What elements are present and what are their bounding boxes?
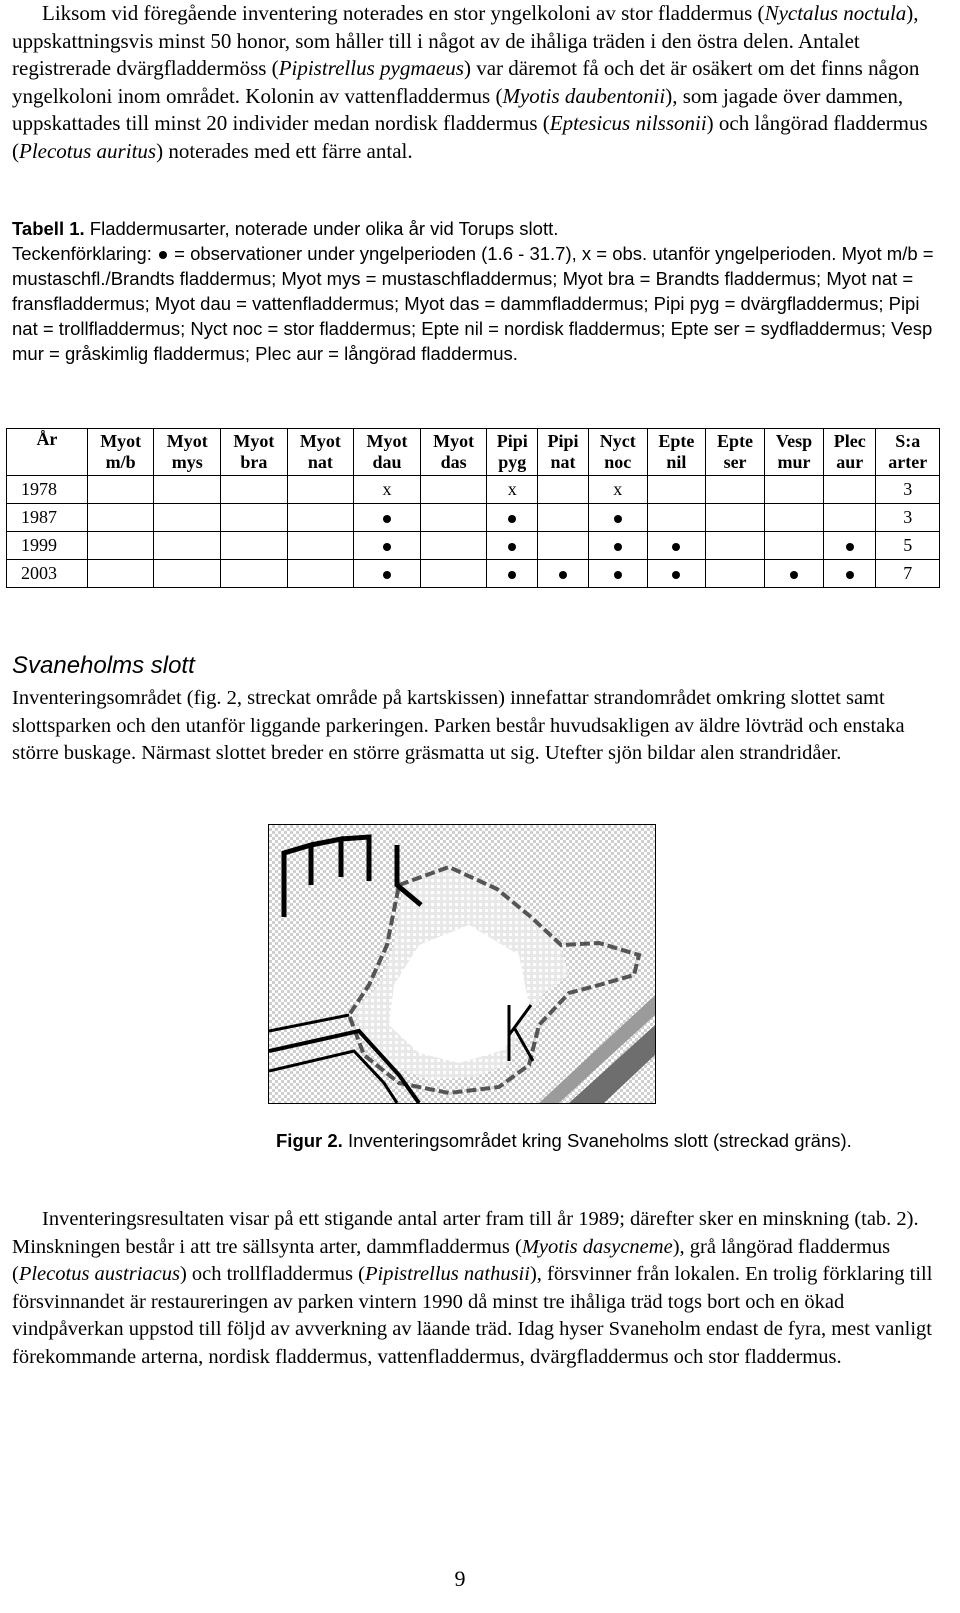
table-cell [706,476,765,504]
figure-caption [276,1128,916,1153]
column-header-line: År [36,429,58,449]
results-text: ) och trollfladdermus ( [179,1263,365,1285]
column-header [7,429,88,476]
table-cell [647,560,706,588]
table-cell [420,532,487,560]
column-header-line: Myot [433,431,475,451]
column-header [420,429,487,476]
table-cell [287,476,354,504]
column-header [706,429,765,476]
column-header-line: Vesp [775,431,813,451]
column-header-line: pyg [498,452,527,472]
figure-text: Inventeringsområdet kring Svaneholms slott (streckad gräns). [342,1130,852,1151]
table-cell [87,476,154,504]
column-header-line: nat [550,452,576,472]
total-cell: 3 [876,476,940,504]
column-header-line: Plec [833,431,866,451]
column-header-line: Nyct [599,431,636,451]
table-caption-label: Tabell 1. [12,218,85,239]
legend-prefix: Teckenförklaring: [12,243,157,264]
map-sketch [268,824,656,1104]
table-cell [420,560,487,588]
total-cell: 7 [876,560,940,588]
column-header-line: aur [836,452,864,472]
column-header-line: Myot [233,431,275,451]
table-cell [764,532,823,560]
table-cell [824,560,876,588]
table-cell [588,532,647,560]
column-header [87,429,154,476]
table-cell [824,532,876,560]
intro-paragraph [12,0,942,165]
table-cell [538,532,589,560]
species-name: Plecotus austriacus [18,1263,180,1285]
column-header-line: Pipi [496,431,528,451]
results-text: ), grå långörad fladdermus ( [12,1235,891,1285]
table-cell [87,532,154,560]
table-cell: x [354,476,421,504]
observation-dot-icon [508,571,516,579]
table-cell [647,476,706,504]
column-header-line: m/b [105,452,136,472]
table-cell [221,532,288,560]
observation-dot-icon [790,571,798,579]
column-header [154,429,221,476]
table-row [7,476,940,504]
column-header [764,429,823,476]
column-header [487,429,538,476]
intro-text: Liksom vid föregående inventering noterades en stor yngelkoloni av stor fladdermus ( [42,1,765,25]
table-cell [824,476,876,504]
table-cell [487,532,538,560]
table-cell [154,476,221,504]
section-body: Inventeringsområdet (fig. 2, streckat område på kartskissen) innefattar strandområdet omkring slottet samt slottsparken och den utanför liggande parkeringen. Parken består huvudsakligen av äldre lövträd och enstaka större buskage. Närmast slottet breder en större gräsmatta ut sig. Utefter sjön bildar alen strandridåer. [12,687,905,764]
table-cell [588,504,647,532]
table-cell: x [588,476,647,504]
column-header [588,429,647,476]
figure-label: Figur 2. [276,1130,343,1151]
table-cell [287,532,354,560]
table-cell [354,504,421,532]
results-text: Inventeringsresultaten visar på ett stigande antal arter fram till år 1989; därefter sker en minskning (tab. 2). Minskningen består i att tre sällsynta arter, dammfladdermus ( [12,1208,919,1258]
table-cell [706,560,765,588]
table-cell [764,560,823,588]
species-name: Plecotus auritus [19,138,157,163]
table-cell [764,504,823,532]
table-cell [154,504,221,532]
column-header-line: nat [307,452,333,472]
observation-dot-icon [614,515,622,523]
map-image [269,825,655,1103]
column-header-line: dau [372,452,402,472]
observation-dot-icon [508,515,516,523]
dot-symbol-icon [159,251,167,259]
column-header [876,429,940,476]
table-cell [647,504,706,532]
table-cell: x [487,476,538,504]
column-header-line: Pipi [547,431,579,451]
column-header-line: nil [666,452,687,472]
table-cell [154,560,221,588]
table-cell [87,504,154,532]
column-header-line: ser [723,452,747,472]
column-header [287,429,354,476]
table-cell [647,532,706,560]
column-header-line: mur [777,452,811,472]
column-header-line: arter [888,452,928,472]
observation-dot-icon [559,571,567,579]
table-cell [706,504,765,532]
species-name: Myotis dasycneme [521,1235,673,1258]
column-header [824,429,876,476]
table-cell [487,560,538,588]
table-row [7,532,940,560]
observation-dot-icon [846,543,854,551]
table-cell [824,504,876,532]
intro-text: ) var däremot få och det är osäkert om det finns någon yngelkoloni inom området. Kolonin av vattenfladdermus ( [12,56,920,108]
table-row [7,560,940,588]
column-header-line: das [440,452,467,472]
table-cell [221,476,288,504]
year-cell: 1987 [7,504,88,532]
table-cell [487,504,538,532]
total-cell: 5 [876,532,940,560]
column-header [647,429,706,476]
bat-species-table [6,428,940,588]
observation-dot-icon [672,571,680,579]
column-header-line: Myot [100,431,142,451]
table-cell [420,476,487,504]
results-text: ), försvinner från lokalen. En trolig förklaring till försvinnandet är restaureringen av parken vintern 1990 då minst tre ihåliga träd togs bort och en ökad vindpåverkan uppstod till följd av avverkning av läande träd. Idag hyser Svaneholm endast de fyra, mest vanligt förekommande arterna, nordisk fladdermus, vattenfladdermus, dvärgfladdermus och stor fladdermus. [12,1263,933,1368]
observation-dot-icon [383,571,391,579]
table-cell [706,532,765,560]
column-header-line: Myot [366,431,408,451]
observation-dot-icon [614,543,622,551]
species-name: Nyctalus noctula [764,1,907,25]
observation-dot-icon [508,543,516,551]
table-caption [12,216,942,366]
observation-dot-icon [672,543,680,551]
column-header-line: bra [240,452,268,472]
species-name: Eptesicus nilssonii [549,111,707,135]
year-cell: 2003 [7,560,88,588]
table-cell [87,560,154,588]
species-name: Myotis daubentonii [502,83,666,108]
species-name: Pipistrellus nathusii [364,1263,530,1285]
table-header-row [7,429,940,476]
section-title: Svaneholms slott [12,652,195,679]
table-cell [538,476,589,504]
page-number: 9 [454,1566,466,1591]
intro-text: ) noterades med ett färre antal. [156,138,413,163]
observation-dot-icon [383,543,391,551]
year-cell: 1978 [7,476,88,504]
column-header-line: mys [171,452,203,472]
species-name: Pipistrellus pygmaeus [278,56,464,80]
observation-dot-icon [383,515,391,523]
intro-text: ), som jagade över dammen, uppskattades till minst 20 individer medan nordisk fladdermus ( [12,83,904,135]
year-cell: 1999 [7,532,88,560]
column-header [538,429,589,476]
column-header-line: noc [604,452,632,472]
observation-dot-icon [614,571,622,579]
table-cell [287,560,354,588]
table-cell [588,560,647,588]
table-cell [154,532,221,560]
table-caption-text: Fladdermusarter, noterade under olika år vid Torups slott. [84,218,559,239]
column-header-line: Myot [166,431,208,451]
column-header [221,429,288,476]
observation-dot-icon [846,571,854,579]
table-cell [287,504,354,532]
column-header [354,429,421,476]
table-cell [764,476,823,504]
table-cell [354,532,421,560]
table-row [7,504,940,532]
column-header-line: Epte [658,431,695,451]
column-header-line: S:a [895,431,921,451]
table-body [7,476,940,588]
column-header-line: Epte [717,431,754,451]
table-cell [221,504,288,532]
legend-text: = observationer under yngelperioden (1.6 - 31.7), x = obs. utanför yngelperioden. Myot m/b = mustaschfl./Brandts fladdermus; Myot mys = mustaschfladdermus; Myot bra = Brandts fladdermus; Myot nat = fransfladdermus; Myot dau = vattenfladdermus; Myot das = dammfladdermus; Pipi pyg = dvärgfladdermus; Pipi nat = trollfladdermus; Nyct noc = stor fladdermus; Epte nil = nordisk fladdermus; Epte ser = sydfladdermus; Vesp mur = gråskimlig fladdermus; Plec aur = långörad fladdermus. [12,243,934,364]
table-cell [538,560,589,588]
total-cell: 3 [876,504,940,532]
intro-text: ) och långörad fladdermus ( [12,111,928,163]
column-header-line: Myot [299,431,341,451]
table-cell [221,560,288,588]
intro-text: ), uppskattningsvis minst 50 honor, som håller till i något av de ihåliga träden i den östra delen. Antalet registrerade dvärgfladdermöss ( [12,1,919,80]
table-cell [420,504,487,532]
table-cell [538,504,589,532]
results-paragraph [12,1206,942,1371]
table-cell [354,560,421,588]
